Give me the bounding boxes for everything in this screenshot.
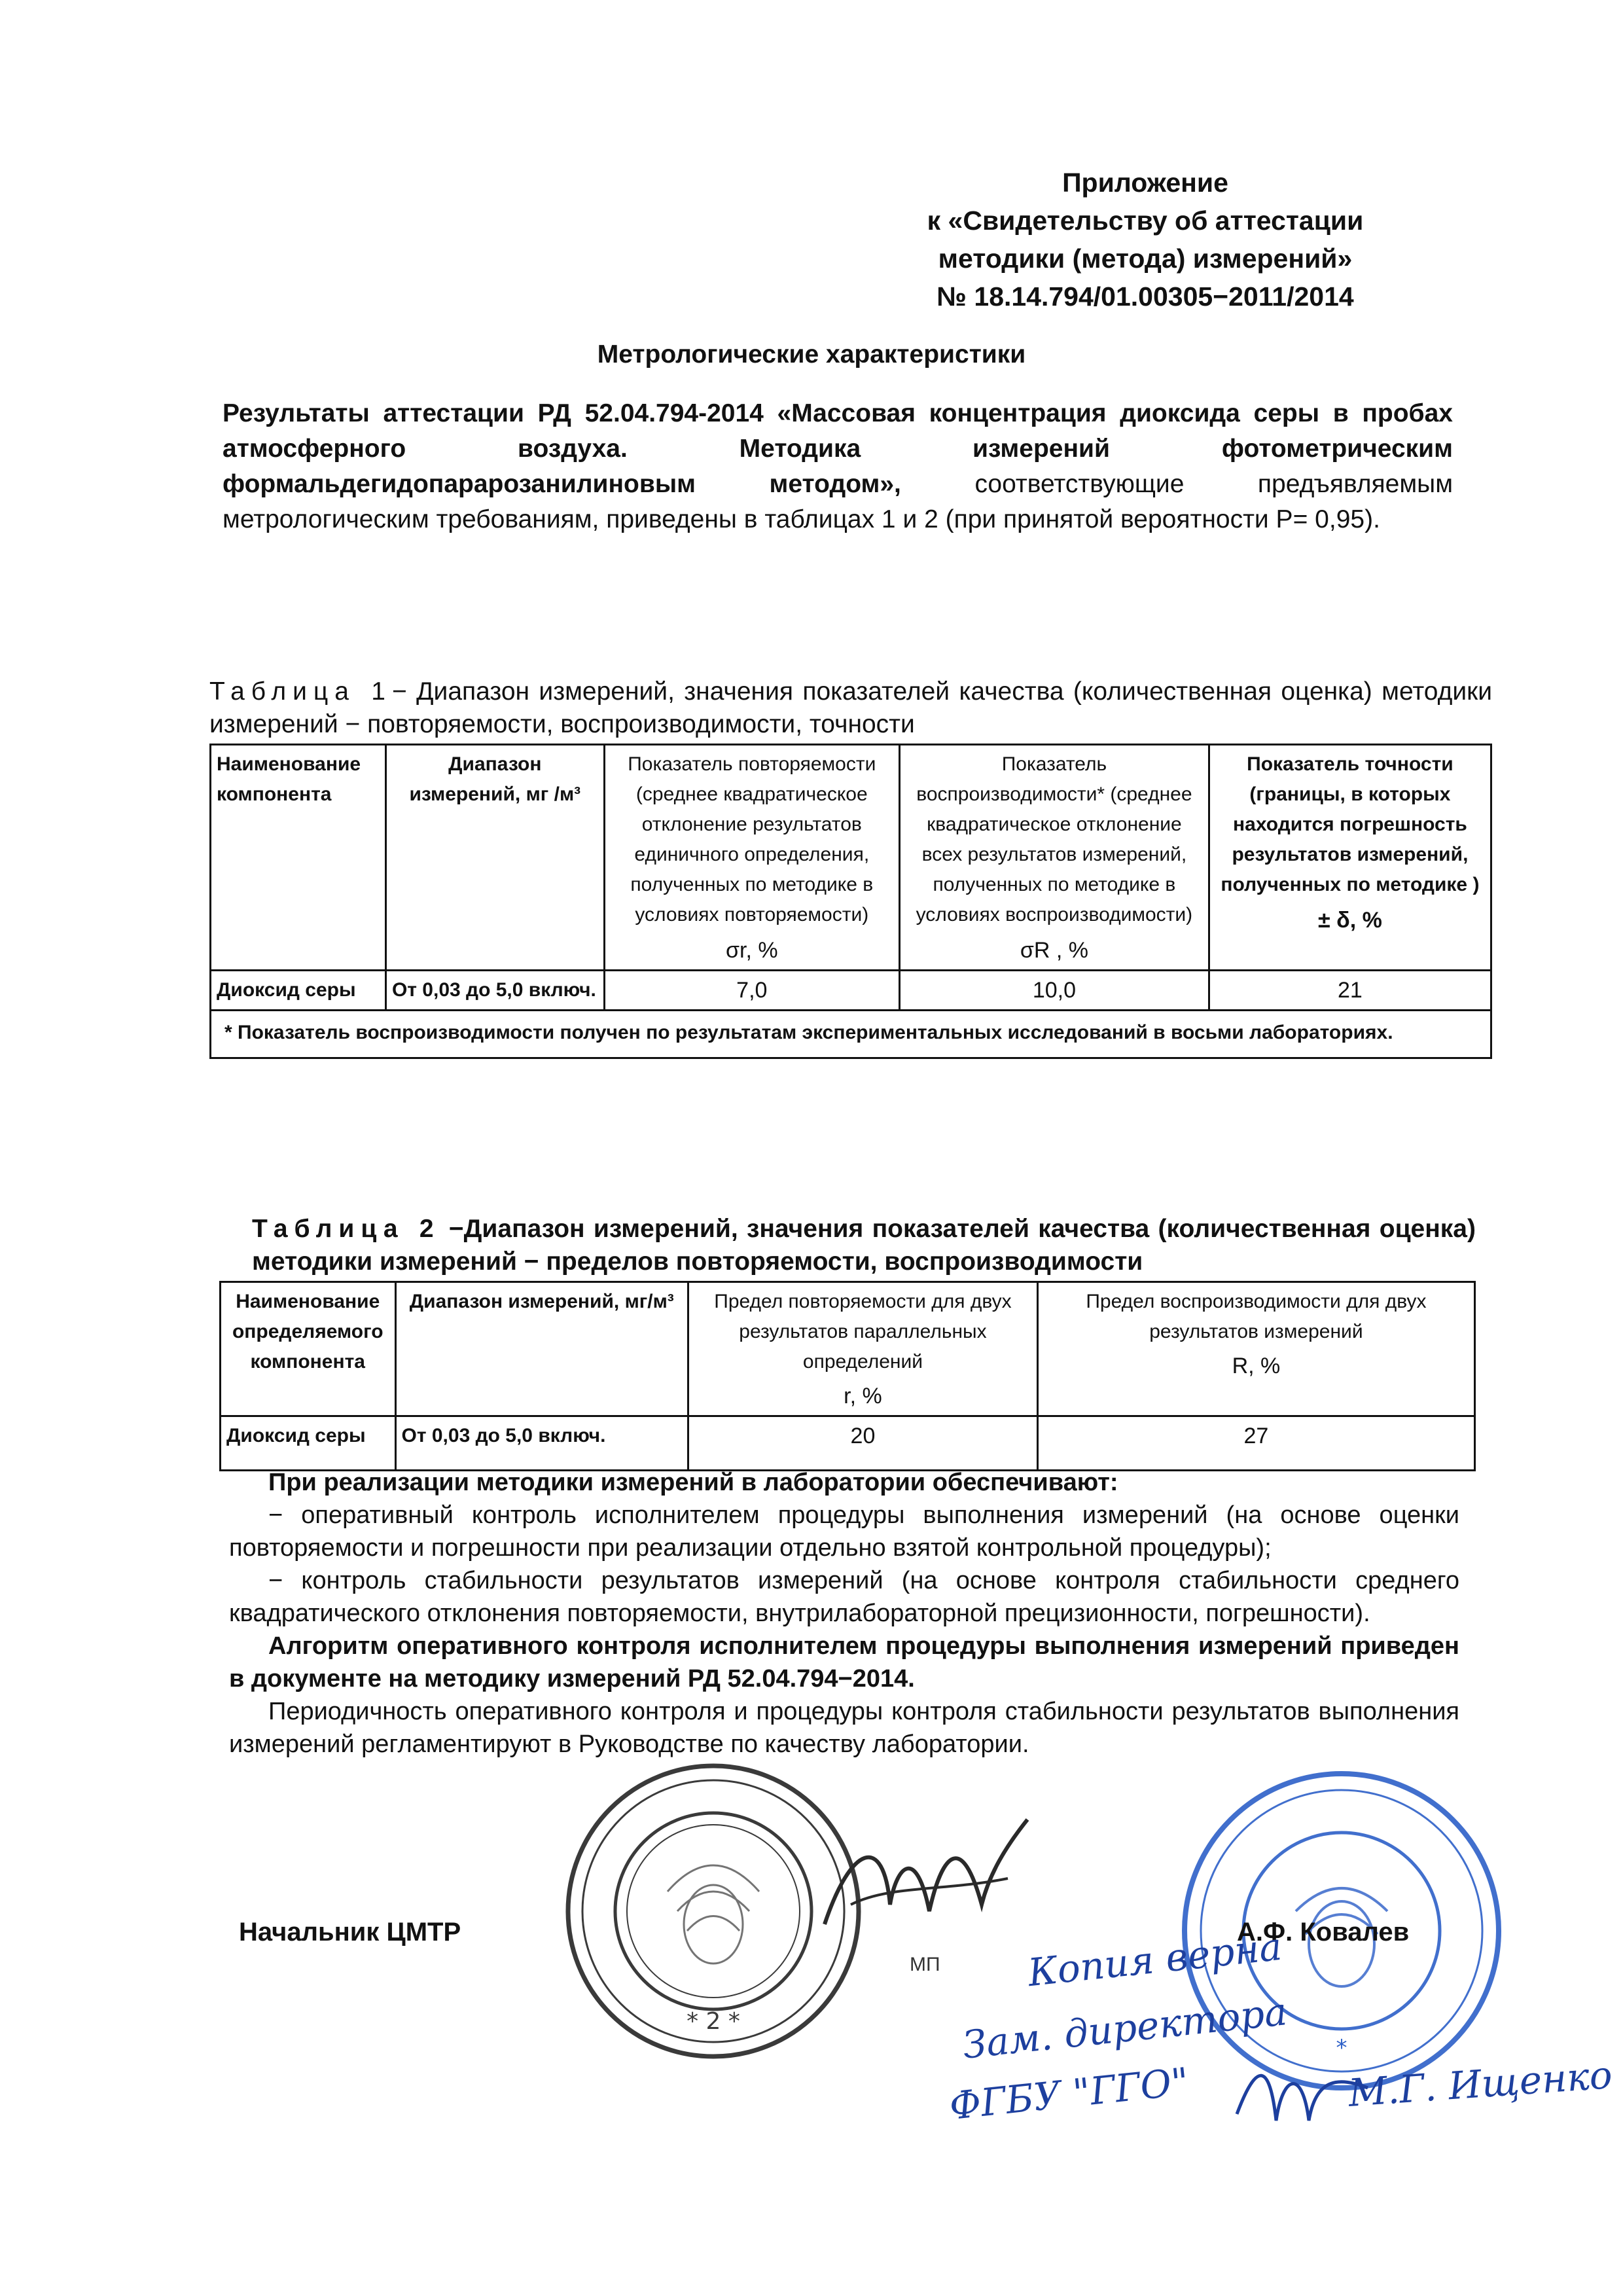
svg-text:*: * — [1336, 2035, 1347, 2061]
signature-handwritten — [812, 1806, 1034, 1964]
table1-cell-reproducibility: 10,0 — [899, 971, 1209, 1011]
table1-header-repeatability-text: Показатель повторяемости (среднее квадратическое отклонение результатов единичного определения, полученных по методике в условиях повторяемости) — [628, 753, 876, 925]
table1-caption — [209, 675, 1492, 741]
table1 — [209, 744, 1492, 1059]
table1-caption-prefix: Таблица 1 — [209, 677, 392, 706]
table1-header-repeatability — [604, 745, 899, 971]
table2-header-reproducibility-text: Предел воспроизводимости для двух результатов измерений — [1086, 1291, 1427, 1342]
table2-cell-repeatability-limit: 20 — [688, 1416, 1038, 1471]
table2-header-repeatability-text: Предел повторяемости для двух результатов параллельных определений — [714, 1291, 1012, 1372]
intro-bold: Результаты аттестации РД 52.04.794-2014 «Массовая концентрация диоксида серы в пробах атмосферного воздуха. Методика измерений фотометрическим формальдегидопарарозанилиновым методом», — [223, 399, 1453, 498]
table2-symbol-r: r, % — [844, 1384, 882, 1408]
body-paragraph-2: − оперативный контроль исполнителем процедуры выполнения измерений (на основе оценки повторяемости и погрешности при реализации отдельно взятой контрольной процедуры); — [229, 1501, 1459, 1562]
table-row — [211, 971, 1491, 1011]
table2-cell-range: От 0,03 до 5,0 включ. — [395, 1416, 688, 1471]
certification-line3: ФГБУ "ГГО" — [947, 2058, 1191, 2129]
body-paragraph-4: Алгоритм оперативного контроля исполнителем процедуры выполнения измерений приведен в документе на методику измерений РД 52.04.794−2014. — [229, 1632, 1459, 1693]
table1-footnote-row — [211, 1011, 1491, 1058]
table1-symbol-sigma-R: σR , % — [1020, 938, 1088, 963]
table2-header-row — [221, 1282, 1475, 1416]
table2-cell-component: Диоксид серы — [221, 1416, 396, 1471]
table-row — [221, 1416, 1475, 1471]
signature-position: Начальник ЦМТР — [239, 1918, 461, 1946]
appendix-line1: Приложение — [1062, 168, 1228, 198]
table2-cell-reproducibility-limit: 27 — [1037, 1416, 1474, 1471]
stamp-place-label: МП — [910, 1954, 940, 1975]
signature-name: А.Ф. Ковалев — [1237, 1918, 1410, 1946]
intro-paragraph — [223, 396, 1453, 537]
table2-caption-text: −Диапазон измерений, значения показателей качества (количественная оценка) методики измерений − пределов повторяемости, воспроизводимости — [252, 1215, 1476, 1276]
table2-header-repeatability-limit — [688, 1282, 1038, 1416]
appendix-line4: № 18.14.794/01.00305−2011/2014 — [936, 281, 1354, 312]
appendix-line3: методики (метода) измерений» — [938, 243, 1353, 274]
table1-caption-text: − Диапазон измерений, значения показателей качества (количественная оценка) методики измерений − повторяемости, воспроизводимости, точности — [209, 677, 1492, 738]
table1-cell-accuracy: 21 — [1209, 971, 1491, 1011]
table1-header-range: Диапазон измерений, мг /м³ — [385, 745, 604, 971]
table1-header-accuracy-text: Показатель точности (границы, в которых находится погрешность результатов измерений, полученных по методике ) — [1221, 753, 1480, 895]
table2-symbol-R: R, % — [1232, 1354, 1281, 1378]
table1-cell-range: От 0,03 до 5,0 включ. — [385, 971, 604, 1011]
table2-block — [219, 1213, 1476, 1471]
table1-header-reproducibility-text: Показатель воспроизводимости* (среднее квадратическое отклонение всех результатов измерений, полученных по методике в условиях воспроизводимости) — [916, 753, 1193, 925]
table1-cell-component: Диоксид серы — [211, 971, 386, 1011]
certification-signature — [1230, 2049, 1374, 2140]
body-paragraph-3: − контроль стабильности результатов измерений (на основе контроля стабильности среднего квадратического отклонения повторяемости, внутрилабораторной прецизионности, погрешности). — [229, 1567, 1459, 1627]
appendix-header — [851, 164, 1440, 315]
table2-caption-prefix: Таблица 2 — [252, 1215, 440, 1243]
table1-header-accuracy — [1209, 745, 1491, 971]
certification-name: М.Г. Ищенко — [1347, 2052, 1614, 2116]
table2-caption — [219, 1213, 1476, 1278]
table1-block — [209, 675, 1492, 1059]
table1-symbol-delta: ± δ, % — [1318, 908, 1382, 933]
body-text — [229, 1466, 1459, 1761]
document-title: Метрологические характеристики — [597, 340, 1026, 368]
table1-header-reproducibility — [899, 745, 1209, 971]
body-paragraph-1: При реализации методики измерений в лаборатории обеспечивают: — [268, 1469, 1118, 1496]
appendix-line2: к «Свидетельству об аттестации — [927, 206, 1364, 236]
table1-header-component: Наименование компонента — [211, 745, 386, 971]
table2 — [219, 1281, 1476, 1471]
table1-cell-repeatability: 7,0 — [604, 971, 899, 1011]
table2-header-range: Диапазон измерений, мг/м³ — [395, 1282, 688, 1416]
certification-line2: Зам. директора — [960, 1989, 1289, 2068]
table2-header-component: Наименование определяемого компонента — [221, 1282, 396, 1416]
intro-normal: соответствующие предъявляемым метрологическим требованиям, приведены в таблицах 1 и 2 (при принятой вероятности Р= 0,95). — [223, 470, 1454, 533]
table1-footnote: * Показатель воспроизводимости получен по результатам экспериментальных исследований в восьми лабораториях. — [211, 1011, 1491, 1058]
table1-header-row — [211, 745, 1491, 971]
svg-text:* 2 *: * 2 * — [687, 2008, 740, 2035]
table1-symbol-sigma-r: σr, % — [726, 938, 778, 963]
certification-line1: Копия верна — [1026, 1924, 1284, 1996]
table2-header-reproducibility-limit — [1037, 1282, 1474, 1416]
body-paragraph-5: Периодичность оперативного контроля и процедуры контроля стабильности результатов выполнения измерений регламентируют в Руководстве по качеству лаборатории. — [229, 1698, 1459, 1758]
